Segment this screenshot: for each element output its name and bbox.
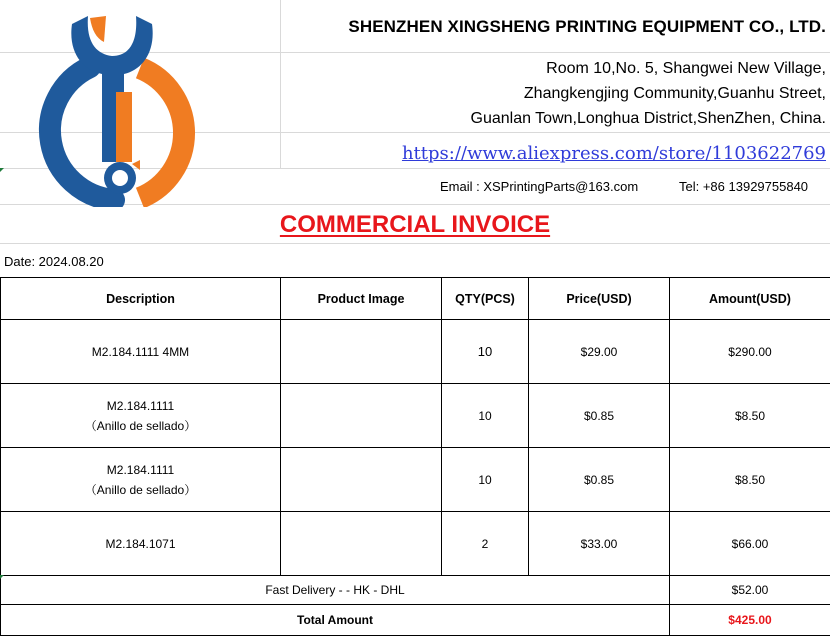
- header-gridline: [280, 0, 281, 168]
- invoice-title: [0, 211, 830, 239]
- cell-product-image: [281, 512, 442, 576]
- company-name: SHENZHEN XINGSHENG PRINTING EQUIPMENT CO., LTD.: [348, 17, 826, 36]
- table-row: [1, 320, 830, 384]
- header-gridline: [0, 243, 830, 244]
- invoice-date: Date: 2024.08.20: [4, 254, 104, 269]
- header-amount: Amount(USD): [670, 278, 830, 320]
- cell-qty: 2: [442, 512, 529, 576]
- cell-amount: $8.50: [670, 448, 830, 512]
- invoice-title-text: COMMERCIAL INVOICE: [279, 211, 551, 238]
- total-amount: $425.00: [670, 605, 830, 636]
- cell-description: M2.184.1111 4MM: [1, 320, 281, 384]
- cell-qty: 10: [442, 448, 529, 512]
- total-row: [1, 605, 830, 636]
- shipping-label: Fast Delivery - - HK - DHL: [1, 576, 670, 605]
- cell-description: M2.184.1111 （Anillo de sellado）: [1, 448, 281, 512]
- table-row: [1, 512, 830, 576]
- cell-amount: $66.00: [670, 512, 830, 576]
- shipping-amount: $52.00: [670, 576, 830, 605]
- table-header-row: [1, 278, 830, 320]
- shipping-row: [1, 576, 830, 605]
- cell-price: $0.85: [529, 384, 670, 448]
- cell-amount: $8.50: [670, 384, 830, 448]
- cell-marker-icon: [0, 575, 4, 579]
- cell-price: $0.85: [529, 448, 670, 512]
- table-row: [1, 384, 830, 448]
- cell-marker-icon: [0, 168, 4, 172]
- header-price: Price(USD): [529, 278, 670, 320]
- total-label: Total Amount: [1, 605, 670, 636]
- header-product-image: Product Image: [281, 278, 442, 320]
- cell-amount: $290.00: [670, 320, 830, 384]
- invoice-table: [0, 277, 830, 636]
- cell-product-image: [281, 448, 442, 512]
- address-line-2: Zhangkengjing Community,Guanhu Street,: [523, 85, 826, 102]
- address-line-1: Room 10,No. 5, Shangwei New Village,: [546, 60, 826, 77]
- address-line-3: Guanlan Town,Longhua District,ShenZhen, China.: [470, 110, 826, 127]
- cell-price: $33.00: [529, 512, 670, 576]
- email-text: Email : XSPrintingParts@163.com: [440, 179, 639, 194]
- header-qty: QTY(PCS): [442, 278, 529, 320]
- cell-price: $29.00: [529, 320, 670, 384]
- cell-qty: 10: [442, 384, 529, 448]
- cell-qty: 10: [442, 320, 529, 384]
- store-link[interactable]: https://www.aliexpress.com/store/1103622769: [401, 143, 826, 164]
- cell-product-image: [281, 384, 442, 448]
- company-logo: [28, 12, 203, 207]
- phone-text: Tel: +86 13929755840: [679, 179, 809, 194]
- header-description: Description: [1, 278, 281, 320]
- cell-description: M2.184.1071: [1, 512, 281, 576]
- cell-description: M2.184.1111 （Anillo de sellado）: [1, 384, 281, 448]
- cell-product-image: [281, 320, 442, 384]
- table-row: [1, 448, 830, 512]
